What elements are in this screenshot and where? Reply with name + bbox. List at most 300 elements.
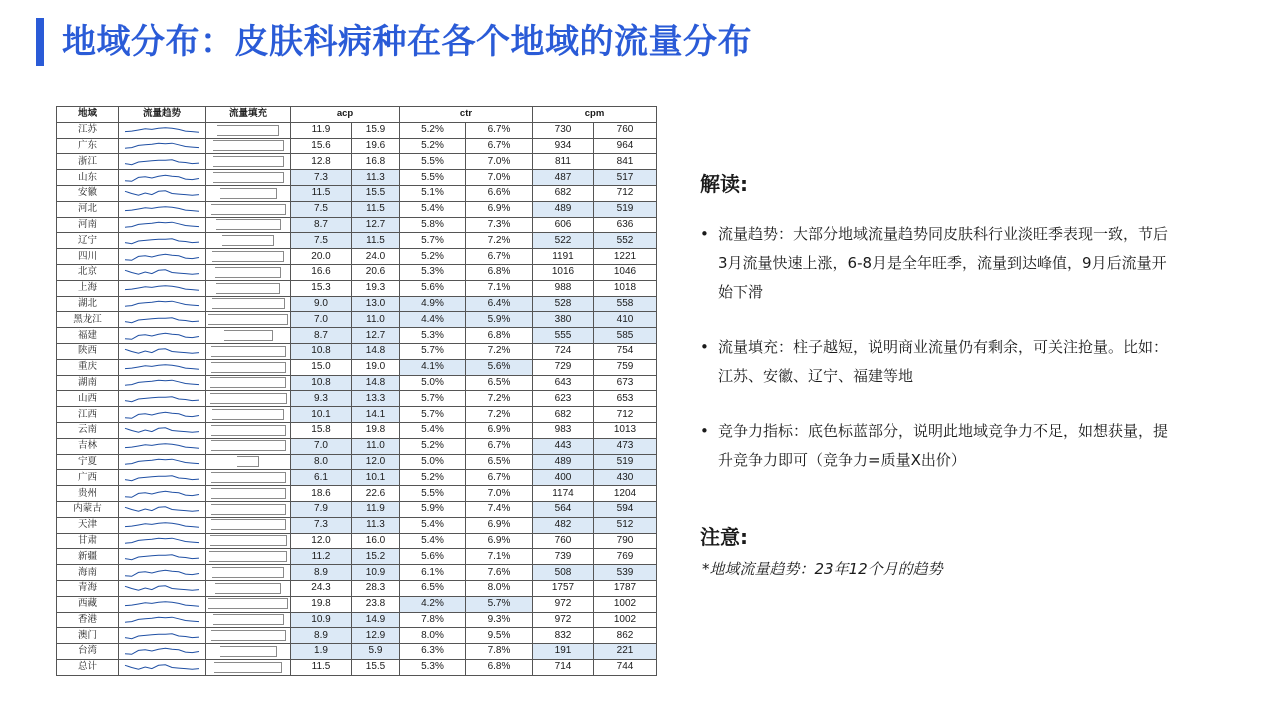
cpm-cell: 489 bbox=[533, 454, 594, 470]
fill-bar bbox=[214, 662, 282, 673]
ctr-cell: 5.2% bbox=[400, 249, 466, 265]
trend-sparkline-cell bbox=[119, 596, 206, 612]
ctr-cell: 5.9% bbox=[400, 501, 466, 517]
trend-sparkline bbox=[122, 124, 202, 137]
ctr-cell: 5.7% bbox=[466, 596, 533, 612]
fill-bar bbox=[213, 140, 284, 151]
acp-cell: 14.8 bbox=[352, 375, 400, 391]
cpm-cell: 769 bbox=[594, 549, 657, 565]
cpm-cell: 724 bbox=[533, 343, 594, 359]
table-row bbox=[57, 422, 657, 438]
table-row bbox=[57, 312, 657, 328]
cpm-cell: 729 bbox=[533, 359, 594, 375]
ctr-cell: 5.5% bbox=[400, 170, 466, 186]
region-cell: 黑龙江 bbox=[57, 312, 119, 328]
fill-bar bbox=[220, 646, 277, 657]
fill-bar bbox=[210, 535, 287, 546]
fill-bar-cell bbox=[206, 343, 291, 359]
fill-bar bbox=[212, 409, 284, 420]
cpm-cell: 508 bbox=[533, 565, 594, 581]
fill-bar bbox=[215, 583, 281, 594]
ctr-cell: 4.1% bbox=[400, 359, 466, 375]
cpm-cell: 1013 bbox=[594, 422, 657, 438]
cpm-cell: 1002 bbox=[594, 596, 657, 612]
ctr-cell: 7.2% bbox=[466, 407, 533, 423]
acp-cell: 15.3 bbox=[291, 280, 352, 296]
cpm-cell: 964 bbox=[594, 138, 657, 154]
trend-sparkline bbox=[122, 551, 202, 564]
fill-bar-cell bbox=[206, 359, 291, 375]
fill-bar-cell bbox=[206, 407, 291, 423]
cpm-cell: 489 bbox=[533, 201, 594, 217]
fill-bar-cell bbox=[206, 517, 291, 533]
interpretation-list bbox=[700, 220, 1170, 475]
ctr-cell: 5.2% bbox=[400, 438, 466, 454]
ctr-cell: 6.1% bbox=[400, 565, 466, 581]
cpm-cell: 512 bbox=[594, 517, 657, 533]
acp-cell: 18.6 bbox=[291, 486, 352, 502]
acp-cell: 24.3 bbox=[291, 580, 352, 596]
region-cell: 辽宁 bbox=[57, 233, 119, 249]
cpm-cell: 972 bbox=[533, 612, 594, 628]
ctr-cell: 4.4% bbox=[400, 312, 466, 328]
ctr-cell: 6.9% bbox=[466, 517, 533, 533]
table-row bbox=[57, 217, 657, 233]
header-region: 地域 bbox=[57, 107, 119, 123]
fill-bar-cell bbox=[206, 375, 291, 391]
ctr-cell: 7.0% bbox=[466, 170, 533, 186]
trend-sparkline bbox=[122, 187, 202, 200]
ctr-cell: 7.8% bbox=[466, 644, 533, 660]
acp-cell: 15.0 bbox=[291, 359, 352, 375]
fill-bar bbox=[211, 440, 286, 451]
cpm-cell: 482 bbox=[533, 517, 594, 533]
ctr-cell: 5.6% bbox=[400, 549, 466, 565]
acp-cell: 15.2 bbox=[352, 549, 400, 565]
acp-cell: 8.7 bbox=[291, 328, 352, 344]
acp-cell: 16.0 bbox=[352, 533, 400, 549]
acp-cell: 19.3 bbox=[352, 280, 400, 296]
table-row bbox=[57, 407, 657, 423]
fill-bar-cell bbox=[206, 170, 291, 186]
ctr-cell: 5.4% bbox=[400, 533, 466, 549]
cpm-cell: 811 bbox=[533, 154, 594, 170]
acp-cell: 15.9 bbox=[352, 122, 400, 138]
fill-bar-cell bbox=[206, 217, 291, 233]
region-cell: 总计 bbox=[57, 659, 119, 675]
region-traffic-table-wrapper bbox=[56, 106, 656, 676]
acp-cell: 7.0 bbox=[291, 438, 352, 454]
table-row bbox=[57, 343, 657, 359]
trend-sparkline bbox=[122, 282, 202, 295]
table-row bbox=[57, 486, 657, 502]
fill-bar bbox=[215, 267, 281, 278]
acp-cell: 11.5 bbox=[291, 659, 352, 675]
cpm-cell: 430 bbox=[594, 470, 657, 486]
acp-cell: 7.3 bbox=[291, 517, 352, 533]
ctr-cell: 5.0% bbox=[400, 375, 466, 391]
table-row bbox=[57, 533, 657, 549]
fill-bar bbox=[211, 425, 286, 436]
cpm-cell: 517 bbox=[594, 170, 657, 186]
cpm-cell: 682 bbox=[533, 407, 594, 423]
acp-cell: 28.3 bbox=[352, 580, 400, 596]
trend-sparkline-cell bbox=[119, 328, 206, 344]
fill-bar-cell bbox=[206, 533, 291, 549]
table-row bbox=[57, 359, 657, 375]
ctr-cell: 6.8% bbox=[466, 659, 533, 675]
cpm-cell: 673 bbox=[594, 375, 657, 391]
fill-bar-cell bbox=[206, 138, 291, 154]
ctr-cell: 5.3% bbox=[400, 659, 466, 675]
ctr-cell: 7.0% bbox=[466, 486, 533, 502]
ctr-cell: 5.4% bbox=[400, 422, 466, 438]
ctr-cell: 4.2% bbox=[400, 596, 466, 612]
region-cell: 河南 bbox=[57, 217, 119, 233]
table-row bbox=[57, 233, 657, 249]
ctr-cell: 8.0% bbox=[400, 628, 466, 644]
region-cell: 四川 bbox=[57, 249, 119, 265]
note-text: *地域流量趋势：23年12个月的趋势 bbox=[702, 560, 943, 578]
cpm-cell: 606 bbox=[533, 217, 594, 233]
ctr-cell: 4.9% bbox=[400, 296, 466, 312]
acp-cell: 12.7 bbox=[352, 328, 400, 344]
acp-cell: 7.9 bbox=[291, 501, 352, 517]
table-row bbox=[57, 375, 657, 391]
trend-sparkline-cell bbox=[119, 454, 206, 470]
table-row bbox=[57, 470, 657, 486]
table-body bbox=[57, 122, 657, 675]
cpm-cell: 712 bbox=[594, 185, 657, 201]
cpm-cell: 519 bbox=[594, 454, 657, 470]
acp-cell: 10.8 bbox=[291, 375, 352, 391]
trend-sparkline bbox=[122, 235, 202, 248]
header-acp: acp bbox=[291, 107, 400, 123]
acp-cell: 12.0 bbox=[352, 454, 400, 470]
trend-sparkline-cell bbox=[119, 296, 206, 312]
acp-cell: 5.9 bbox=[352, 644, 400, 660]
trend-sparkline-cell bbox=[119, 391, 206, 407]
fill-bar bbox=[211, 504, 286, 515]
fill-bar bbox=[222, 235, 274, 246]
fill-bar bbox=[213, 172, 284, 183]
trend-sparkline-cell bbox=[119, 264, 206, 280]
acp-cell: 6.1 bbox=[291, 470, 352, 486]
ctr-cell: 6.7% bbox=[466, 438, 533, 454]
acp-cell: 14.8 bbox=[352, 343, 400, 359]
region-cell: 北京 bbox=[57, 264, 119, 280]
cpm-cell: 862 bbox=[594, 628, 657, 644]
trend-sparkline-cell bbox=[119, 549, 206, 565]
acp-cell: 11.9 bbox=[352, 501, 400, 517]
acp-cell: 1.9 bbox=[291, 644, 352, 660]
ctr-cell: 8.0% bbox=[466, 580, 533, 596]
ctr-cell: 6.7% bbox=[466, 122, 533, 138]
region-cell: 新疆 bbox=[57, 549, 119, 565]
cpm-cell: 759 bbox=[594, 359, 657, 375]
acp-cell: 16.8 bbox=[352, 154, 400, 170]
trend-sparkline-cell bbox=[119, 170, 206, 186]
acp-cell: 11.3 bbox=[352, 517, 400, 533]
region-cell: 海南 bbox=[57, 565, 119, 581]
note-heading: 注意: bbox=[700, 525, 748, 549]
cpm-cell: 443 bbox=[533, 438, 594, 454]
cpm-cell: 473 bbox=[594, 438, 657, 454]
table-row bbox=[57, 596, 657, 612]
acp-cell: 11.2 bbox=[291, 549, 352, 565]
cpm-cell: 1174 bbox=[533, 486, 594, 502]
fill-bar-cell bbox=[206, 438, 291, 454]
fill-bar bbox=[211, 488, 286, 499]
ctr-cell: 5.7% bbox=[400, 343, 466, 359]
title-accent-bar bbox=[36, 18, 44, 66]
trend-sparkline bbox=[122, 393, 202, 406]
region-cell: 香港 bbox=[57, 612, 119, 628]
cpm-cell: 528 bbox=[533, 296, 594, 312]
trend-sparkline bbox=[122, 330, 202, 343]
table-row bbox=[57, 438, 657, 454]
fill-bar bbox=[213, 156, 284, 167]
fill-bar-cell bbox=[206, 565, 291, 581]
trend-sparkline bbox=[122, 661, 202, 674]
ctr-cell: 7.2% bbox=[466, 343, 533, 359]
cpm-cell: 552 bbox=[594, 233, 657, 249]
ctr-cell: 5.6% bbox=[466, 359, 533, 375]
cpm-cell: 744 bbox=[594, 659, 657, 675]
acp-cell: 11.0 bbox=[352, 438, 400, 454]
cpm-cell: 760 bbox=[594, 122, 657, 138]
region-cell: 重庆 bbox=[57, 359, 119, 375]
cpm-cell: 1016 bbox=[533, 264, 594, 280]
cpm-cell: 1018 bbox=[594, 280, 657, 296]
region-cell: 吉林 bbox=[57, 438, 119, 454]
trend-sparkline bbox=[122, 472, 202, 485]
trend-sparkline-cell bbox=[119, 407, 206, 423]
fill-bar bbox=[210, 393, 287, 404]
acp-cell: 10.9 bbox=[291, 612, 352, 628]
acp-cell: 19.6 bbox=[352, 138, 400, 154]
fill-bar bbox=[224, 330, 273, 341]
cpm-cell: 1191 bbox=[533, 249, 594, 265]
ctr-cell: 7.1% bbox=[466, 280, 533, 296]
trend-sparkline bbox=[122, 535, 202, 548]
region-cell: 安徽 bbox=[57, 185, 119, 201]
cpm-cell: 972 bbox=[533, 596, 594, 612]
trend-sparkline-cell bbox=[119, 280, 206, 296]
table-row bbox=[57, 454, 657, 470]
trend-sparkline-cell bbox=[119, 533, 206, 549]
acp-cell: 9.0 bbox=[291, 296, 352, 312]
ctr-cell: 6.9% bbox=[466, 533, 533, 549]
fill-bar bbox=[208, 598, 288, 609]
trend-sparkline bbox=[122, 203, 202, 216]
fill-bar-cell bbox=[206, 454, 291, 470]
region-cell: 山西 bbox=[57, 391, 119, 407]
acp-cell: 23.8 bbox=[352, 596, 400, 612]
fill-bar bbox=[217, 125, 279, 136]
cpm-cell: 988 bbox=[533, 280, 594, 296]
ctr-cell: 7.6% bbox=[466, 565, 533, 581]
trend-sparkline bbox=[122, 219, 202, 232]
bullet-competitiveness: • 竞争力指标：底色标蓝部分，说明此地域竞争力不足，如想获量，提升竞争力即可（竞争力=质量X出价） bbox=[700, 417, 1170, 475]
ctr-cell: 5.2% bbox=[400, 138, 466, 154]
trend-sparkline-cell bbox=[119, 612, 206, 628]
trend-sparkline-cell bbox=[119, 628, 206, 644]
fill-bar bbox=[211, 630, 286, 641]
trend-sparkline bbox=[122, 488, 202, 501]
region-cell: 澳门 bbox=[57, 628, 119, 644]
fill-bar-cell bbox=[206, 185, 291, 201]
trend-sparkline bbox=[122, 582, 202, 595]
acp-cell: 7.0 bbox=[291, 312, 352, 328]
table-row bbox=[57, 185, 657, 201]
cpm-cell: 623 bbox=[533, 391, 594, 407]
fill-bar bbox=[216, 283, 280, 294]
table-row bbox=[57, 296, 657, 312]
cpm-cell: 594 bbox=[594, 501, 657, 517]
trend-sparkline-cell bbox=[119, 185, 206, 201]
cpm-cell: 558 bbox=[594, 296, 657, 312]
cpm-cell: 1002 bbox=[594, 612, 657, 628]
header-cpm: cpm bbox=[533, 107, 657, 123]
fill-bar-cell bbox=[206, 612, 291, 628]
acp-cell: 11.0 bbox=[352, 312, 400, 328]
acp-cell: 7.5 bbox=[291, 233, 352, 249]
cpm-cell: 585 bbox=[594, 328, 657, 344]
ctr-cell: 7.2% bbox=[466, 391, 533, 407]
region-cell: 广西 bbox=[57, 470, 119, 486]
cpm-cell: 564 bbox=[533, 501, 594, 517]
acp-cell: 15.5 bbox=[352, 659, 400, 675]
fill-bar-cell bbox=[206, 628, 291, 644]
acp-cell: 14.1 bbox=[352, 407, 400, 423]
ctr-cell: 6.5% bbox=[466, 454, 533, 470]
fill-bar-cell bbox=[206, 580, 291, 596]
fill-bar-cell bbox=[206, 549, 291, 565]
region-cell: 云南 bbox=[57, 422, 119, 438]
cpm-cell: 487 bbox=[533, 170, 594, 186]
acp-cell: 19.8 bbox=[291, 596, 352, 612]
cpm-cell: 410 bbox=[594, 312, 657, 328]
trend-sparkline-cell bbox=[119, 217, 206, 233]
trend-sparkline-cell bbox=[119, 644, 206, 660]
region-cell: 甘肃 bbox=[57, 533, 119, 549]
interpretation-panel bbox=[700, 168, 1170, 501]
cpm-cell: 221 bbox=[594, 644, 657, 660]
acp-cell: 11.5 bbox=[291, 185, 352, 201]
ctr-cell: 6.7% bbox=[466, 470, 533, 486]
fill-bar-cell bbox=[206, 596, 291, 612]
table-row bbox=[57, 138, 657, 154]
acp-cell: 16.6 bbox=[291, 264, 352, 280]
trend-sparkline bbox=[122, 424, 202, 437]
cpm-cell: 712 bbox=[594, 407, 657, 423]
page-title: 地域分布：皮肤科病种在各个地域的流量分布 bbox=[62, 22, 752, 62]
trend-sparkline bbox=[122, 377, 202, 390]
ctr-cell: 5.4% bbox=[400, 517, 466, 533]
table-row bbox=[57, 549, 657, 565]
cpm-cell: 1046 bbox=[594, 264, 657, 280]
ctr-cell: 5.7% bbox=[400, 407, 466, 423]
table-row bbox=[57, 644, 657, 660]
acp-cell: 9.3 bbox=[291, 391, 352, 407]
fill-bar-cell bbox=[206, 280, 291, 296]
trend-sparkline-cell bbox=[119, 565, 206, 581]
cpm-cell: 653 bbox=[594, 391, 657, 407]
ctr-cell: 5.9% bbox=[466, 312, 533, 328]
trend-sparkline bbox=[122, 156, 202, 169]
cpm-cell: 934 bbox=[533, 138, 594, 154]
ctr-cell: 7.1% bbox=[466, 549, 533, 565]
ctr-cell: 6.3% bbox=[400, 644, 466, 660]
region-cell: 陕西 bbox=[57, 343, 119, 359]
trend-sparkline-cell bbox=[119, 359, 206, 375]
fill-bar-cell bbox=[206, 249, 291, 265]
region-cell: 广东 bbox=[57, 138, 119, 154]
cpm-cell: 983 bbox=[533, 422, 594, 438]
table-row bbox=[57, 565, 657, 581]
table-row bbox=[57, 628, 657, 644]
cpm-cell: 1757 bbox=[533, 580, 594, 596]
table-row bbox=[57, 659, 657, 675]
acp-cell: 11.5 bbox=[352, 201, 400, 217]
region-cell: 宁夏 bbox=[57, 454, 119, 470]
cpm-cell: 754 bbox=[594, 343, 657, 359]
cpm-cell: 714 bbox=[533, 659, 594, 675]
fill-bar bbox=[211, 346, 286, 357]
acp-cell: 7.3 bbox=[291, 170, 352, 186]
ctr-cell: 5.5% bbox=[400, 154, 466, 170]
trend-sparkline-cell bbox=[119, 517, 206, 533]
trend-sparkline-cell bbox=[119, 438, 206, 454]
acp-cell: 10.1 bbox=[352, 470, 400, 486]
fill-bar bbox=[212, 298, 285, 309]
acp-cell: 11.9 bbox=[291, 122, 352, 138]
ctr-cell: 6.4% bbox=[466, 296, 533, 312]
fill-bar bbox=[208, 314, 288, 325]
fill-bar bbox=[211, 362, 286, 373]
fill-bar-cell bbox=[206, 312, 291, 328]
table-row bbox=[57, 391, 657, 407]
acp-cell: 8.0 bbox=[291, 454, 352, 470]
acp-cell: 10.8 bbox=[291, 343, 352, 359]
ctr-cell: 7.3% bbox=[466, 217, 533, 233]
trend-sparkline bbox=[122, 614, 202, 627]
table-row bbox=[57, 154, 657, 170]
ctr-cell: 5.7% bbox=[400, 391, 466, 407]
header-fill: 流量填充 bbox=[206, 107, 291, 123]
table-row bbox=[57, 264, 657, 280]
cpm-cell: 1204 bbox=[594, 486, 657, 502]
region-cell: 福建 bbox=[57, 328, 119, 344]
region-cell: 上海 bbox=[57, 280, 119, 296]
ctr-cell: 6.5% bbox=[466, 375, 533, 391]
region-traffic-table bbox=[56, 106, 657, 676]
trend-sparkline bbox=[122, 251, 202, 264]
table-row bbox=[57, 122, 657, 138]
fill-bar bbox=[209, 551, 287, 562]
fill-bar-cell bbox=[206, 486, 291, 502]
acp-cell: 13.3 bbox=[352, 391, 400, 407]
fill-bar-cell bbox=[206, 422, 291, 438]
trend-sparkline bbox=[122, 140, 202, 153]
trend-sparkline-cell bbox=[119, 501, 206, 517]
trend-sparkline bbox=[122, 314, 202, 327]
trend-sparkline-cell bbox=[119, 422, 206, 438]
fill-bar-cell bbox=[206, 328, 291, 344]
acp-cell: 22.6 bbox=[352, 486, 400, 502]
ctr-cell: 7.2% bbox=[466, 233, 533, 249]
